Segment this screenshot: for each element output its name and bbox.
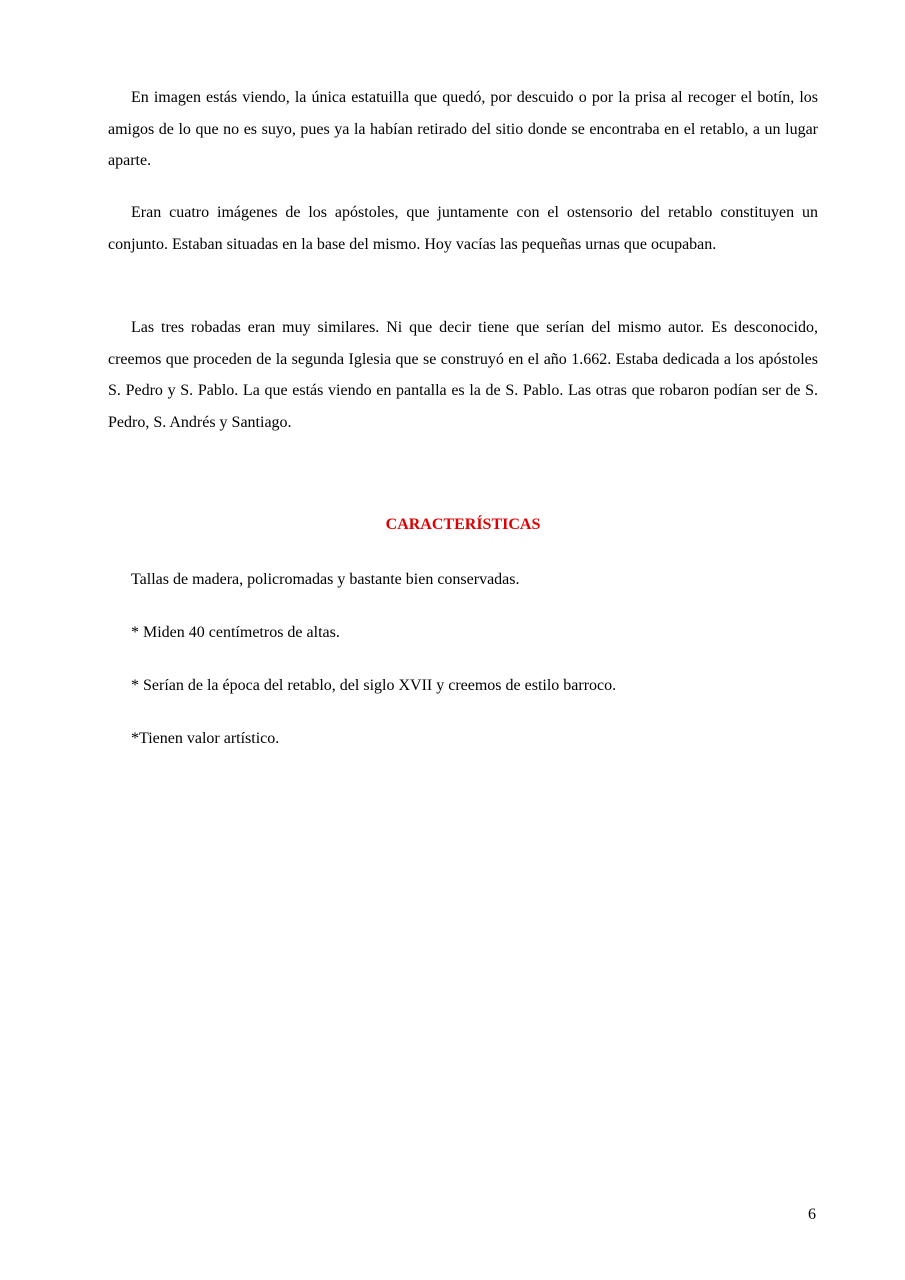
feature-item: * Serían de la época del retablo, del siglo XVII y creemos de estilo barroco. bbox=[131, 677, 617, 694]
page-number: 6 bbox=[808, 1206, 816, 1223]
section-heading: CARACTERÍSTICAS bbox=[385, 516, 541, 533]
paragraph: En imagen estás viendo, la única estatuilla que quedó, por descuido o por la prisa al recoger el botín, los amigos de lo que no es suyo, pues ya la habían retirado del sitio donde se encontraba en el retablo, a un lugar aparte. bbox=[108, 89, 818, 169]
paragraph: Las tres robadas eran muy similares. Ni que decir tiene que serían del mismo autor. Es desconocido, creemos que proceden de la segunda Iglesia que se construyó en el año 1.662. Estaba dedicada a los apóstoles S. Pedro y S. Pablo. La que estás viendo en pantalla es la de S. Pablo. Las otras que robaron podían ser de S. Pedro, S. Andrés y Santiago. bbox=[108, 319, 818, 431]
paragraph: Eran cuatro imágenes de los apóstoles, que juntamente con el ostensorio del retablo constituyen un conjunto. Estaban situadas en la base del mismo. Hoy vacías las pequeñas urnas que ocupaban. bbox=[108, 204, 818, 253]
feature-item: * Miden 40 centímetros de altas. bbox=[131, 624, 340, 641]
feature-item: Tallas de madera, policromadas y bastante bien conservadas. bbox=[131, 571, 520, 588]
feature-item: *Tienen valor artístico. bbox=[131, 730, 280, 747]
